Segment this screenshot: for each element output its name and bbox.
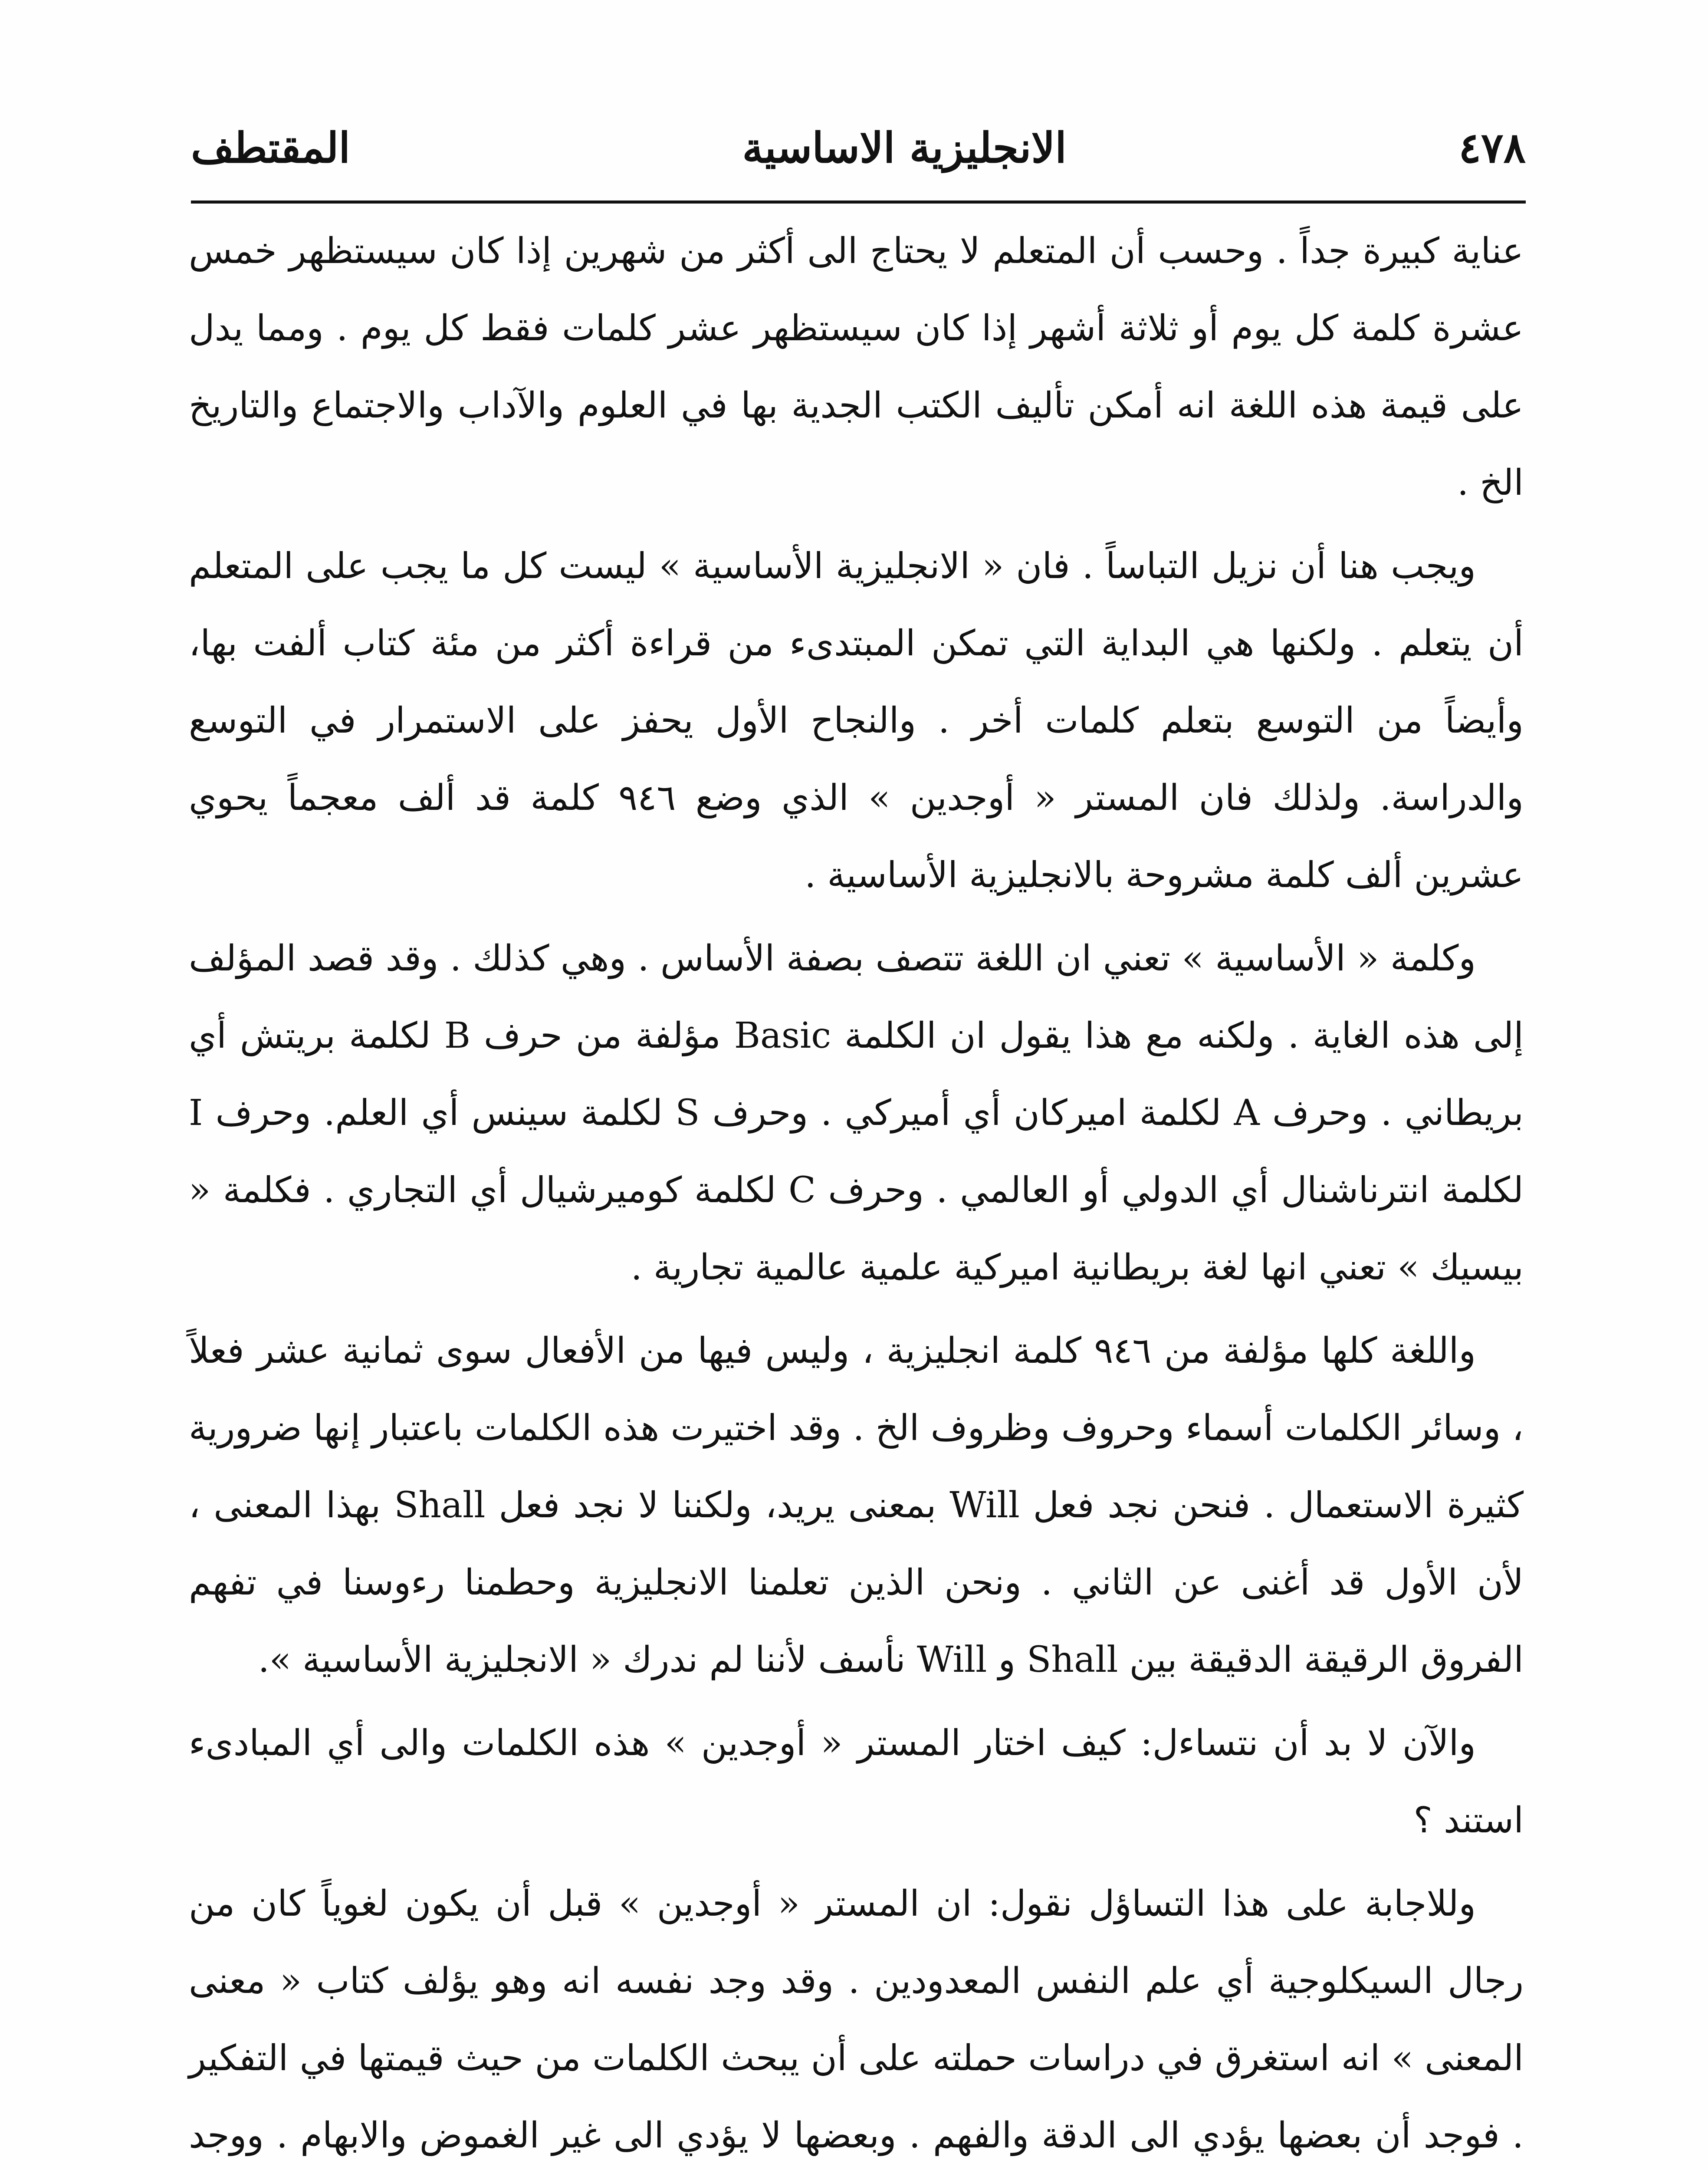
paragraph-3: وكلمة « الأساسية » تعني ان اللغة تتصف بصفة الأساس . وهي كذلك . وقد قصد المؤلف إلى هذه الغاية . ولكنه مع هذا يقول ان الكلمة Basic مؤلفة من حرف B لكلمة بريتش أي بريطاني . وحرف A لكلمة اميركان أي أميركي . وحرف S لكلمة سينس أي العلم. وحرف I لكلمة انترناشنال أي الدولي أو العالمي . وحرف C لكلمة كوميرشيال أي التجاري . فكلمة « بيسيك » تعني انها لغة بريطانية اميركية علمية عالمية تجارية . bbox=[189, 938, 1524, 1288]
header-divider bbox=[191, 201, 1526, 204]
paragraph-4: واللغة كلها مؤلفة من ٩٤٦ كلمة انجليزية ، وليس فيها من الأفعال سوى ثمانية عشر فعلاً ، وسائر الكلمات أسماء وحروف وظروف الخ . وقد اختيرت هذه الكلمات باعتبار إنها ضرورية كثيرة الاستعمال . فنحن نجد فعل Will بمعنى يريد، ولكننا لا نجد فعل Shall بهذا المعنى ، لأن الأول قد أغنى عن الثاني . ونحن الذين تعلمنا الانجليزية وحطمنا رءوسنا في تفهم الفروق الرقيقة الدقيقة بين Shall و Will نأسف لأننا لم ندرك « الانجليزية الأساسية ». bbox=[189, 1330, 1524, 1680]
publication-name: المقتطف bbox=[191, 123, 351, 172]
paragraph-2: ويجب هنا أن نزيل التباساً . فان « الانجليزية الأساسية » ليست كل ما يجب على المتعلم أن يتعلم . ولكنها هي البداية التي تمكن المبتدىء من قراءة أكثر من مئة كتاب ألفت بها، وأيضاً من التوسع بتعلم كلمات أخر . والنجاح الأول يحفز على الاستمرار في التوسع والدراسة. ولذلك فان المستر « أوجدين » الذي وضع ٩٤٦ كلمة قد ألف معجماً يحوي عشرين ألف كلمة مشروحة بالانجليزية الأساسية . bbox=[189, 546, 1524, 896]
page-header bbox=[191, 111, 1526, 184]
paragraph-1: عناية كبيرة جداً . وحسب أن المتعلم لا يحتاج الى أكثر من شهرين إذا كان سيستظهر خمس عشرة كلمة كل يوم أو ثلاثة أشهر إذا كان سيستظهر عشر كلمات فقط كل يوم . ومما يدل على قيمة هذه اللغة انه أمكن تأليف الكتب الجدية بها في العلوم والآداب والاجتماع والتاريخ الخ . bbox=[189, 230, 1524, 503]
running-title: الانجليزية الاساسية bbox=[742, 123, 1067, 172]
page-number: ٤٧٨ bbox=[1458, 123, 1526, 172]
paragraph-6: وللاجابة على هذا التساؤل نقول: ان المستر « أوجدين » قبل أن يكون لغوياً كان من رجال السيكلوجية أي علم النفس المعدودين . وقد وجد نفسه انه وهو يؤلف كتاب « معنى المعنى » انه استغرق في دراسات حملته على أن يبحث الكلمات من حيث قيمتها في التفكير . فوجد أن بعضها يؤدي الى الدقة والفهم . وبعضها لا يؤدي الى غير الغموض والابهام . ووجد bbox=[189, 1883, 1524, 2156]
article-body bbox=[189, 213, 1524, 2170]
paragraph-5: والآن لا بد أن نتساءل: كيف اختار المستر « أوجدين » هذه الكلمات والى أي المبادىء استند ؟ bbox=[189, 1723, 1524, 1841]
